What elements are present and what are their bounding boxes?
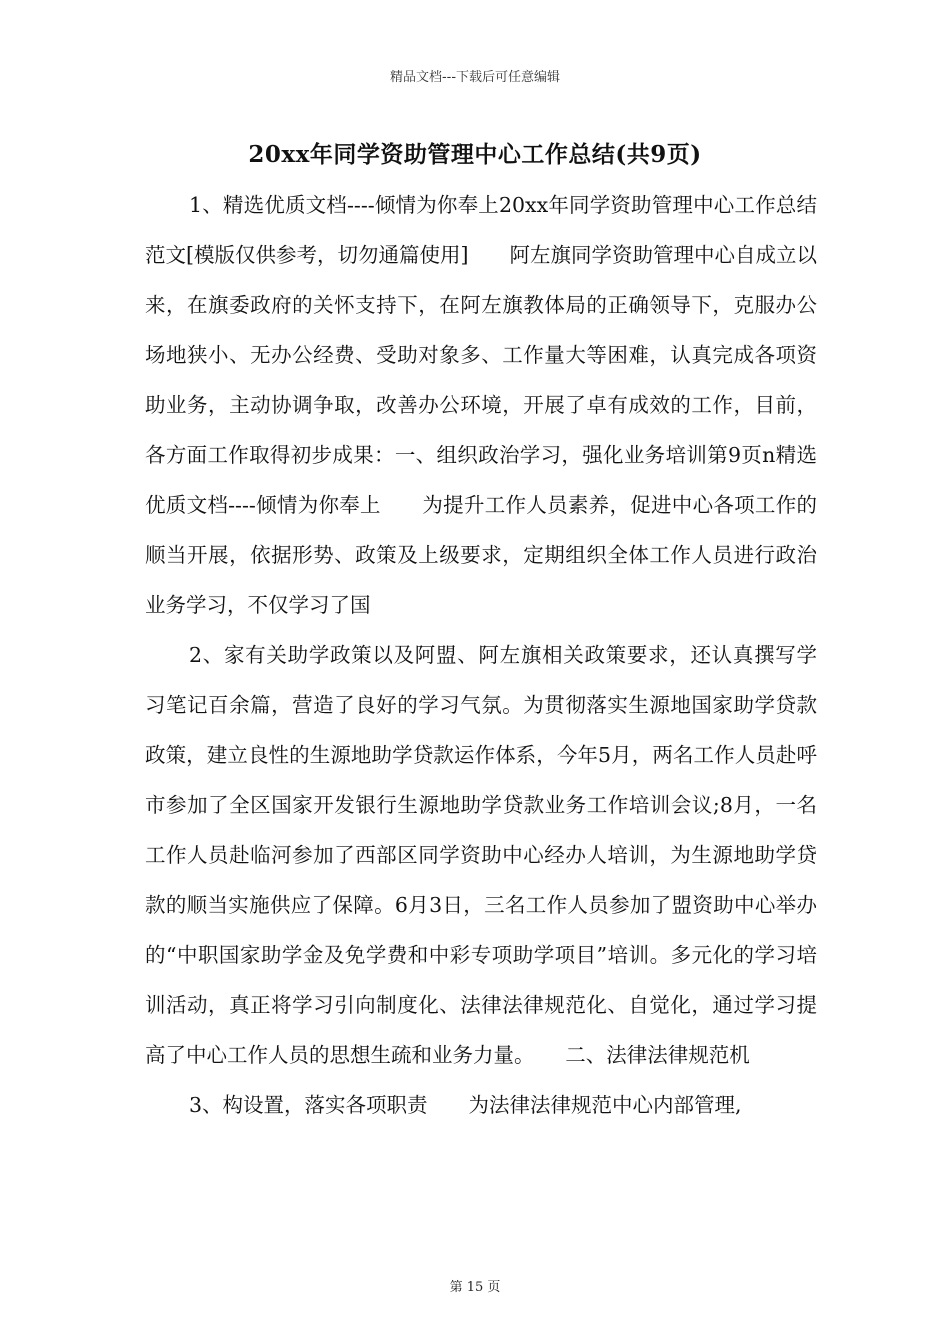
document-body: [145, 180, 817, 1130]
paragraph-3: 3、构设置，落实各项职责 为法律法律规范中心内部管理,: [189, 1093, 742, 1117]
page-header: 精品文档---下载后可任意编辑: [389, 70, 561, 85]
paragraph-1: 1、精选优质文档----倾情为你奉上20xx年同学资助管理中心工作总结范文[模版仅供参考，切勿通篇使用] 阿左旗同学资助管理中心自成立以来，在旗委政府的关怀支持下，在阿左旗教体局的正确领导下，克服办公场地狭小、无办公经费、受助对象多、工作量大等困难，认真完成各项资助业务，主动协调争取，改善办公环境，开展了卓有成效的工作，目前，各方面工作取得初步成果：一、组织政治学习，强化业务培训第9页n精选优质文档----倾情为你奉上 为提升工作人员素养，促进中心各项工作的顺当开展，依据形势、政策及上级要求，定期组织全体工作人员进行政治业务学习，不仅学习了国: [145, 193, 817, 617]
paragraph-2: 2、家有关助学政策以及阿盟、阿左旗相关政策要求，还认真撰写学习笔记百余篇，营造了良好的学习气氛。为贯彻落实生源地国家助学贷款政策，建立良性的生源地助学贷款运作体系，今年5月，两名工作人员赴呼市参加了全区国家开发银行生源地助学贷款业务工作培训会议;8月，一名工作人员赴临河参加了西部区同学资助中心经办人培训，为生源地助学贷款的顺当实施供应了保障。6月3日，三名工作人员参加了盟资助中心举办的“中职国家助学金及免学费和中彩专项助学项目”培训。多元化的学习培训活动，真正将学习引向制度化、法律法律规范化、自觉化，通过学习提高了中心工作人员的思想生疏和业务力量。 二、法律法律规范机: [145, 643, 817, 1067]
document-title: 20xx年同学资助管理中心工作总结(共9页): [248, 141, 702, 168]
page-number: 第 15 页: [449, 1280, 501, 1295]
